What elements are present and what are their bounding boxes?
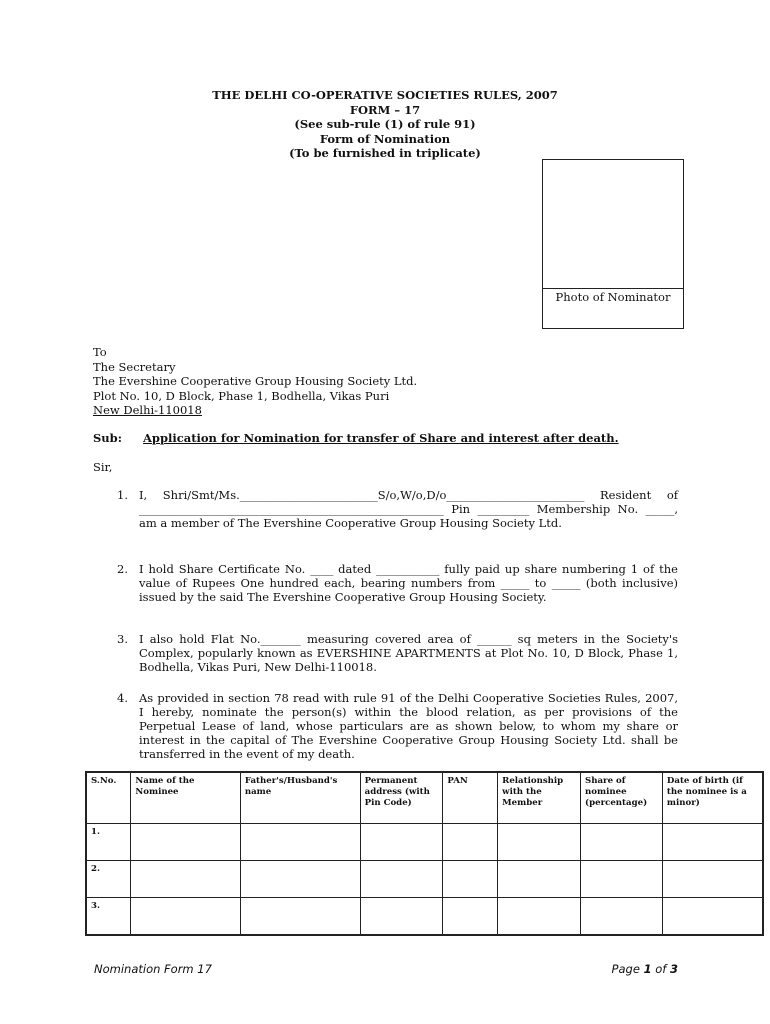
page-of: of (655, 962, 667, 976)
nominee-name-cell[interactable] (131, 861, 240, 898)
header-permanent-address: Permanent address (with Pin Code) (360, 772, 443, 824)
subject-text: Application for Nomination for transfer of Share and interest after death. (143, 431, 619, 445)
paragraph-text: I hold Share Certificate No. ____ dated ___________ fully paid up share numbering 1 of the value of Rupees One hundred each, bearing numbers from _____ to _____ (both inclusive) issued by the said The Evershine Cooperative Group Housing Society. (139, 562, 678, 604)
table-header-row (86, 772, 763, 824)
address-cell[interactable] (360, 898, 443, 936)
salutation: Sir, (93, 460, 113, 474)
share-cell[interactable] (581, 898, 663, 936)
share-cell[interactable] (581, 861, 663, 898)
paragraph-2[interactable] (117, 562, 678, 604)
header-date-of-birth: Date of birth (if the nominee is a minor) (662, 772, 763, 824)
page-total: 3 (669, 962, 678, 976)
footer-page-number (612, 962, 678, 976)
paragraph-3[interactable] (117, 632, 678, 674)
subject-label: Sub: (93, 431, 122, 445)
paragraph-4 (117, 691, 678, 761)
header-father-husband-name: Father's/Husband's name (240, 772, 360, 824)
dob-cell[interactable] (662, 861, 763, 898)
relationship-cell[interactable] (498, 824, 581, 861)
photo-caption: Photo of Nominator (555, 290, 671, 304)
paragraph-text: I, Shri/Smt/Ms.________________________S/o,W/o,D/o________________________ Resident of _____________________________________________________ Pin _________ Membership No. _____, am a member of The Evershine Cooperative Group Housing Society Ltd. (139, 488, 678, 530)
table-row (86, 824, 763, 861)
father-husband-name-cell[interactable] (240, 898, 360, 936)
pan-cell[interactable] (443, 824, 498, 861)
address-line-4: New Delhi-110018 (93, 403, 202, 417)
photo-box[interactable] (542, 159, 684, 329)
father-husband-name-cell[interactable] (240, 824, 360, 861)
header-form-number: FORM – 17 (349, 102, 421, 117)
row-number: 3. (86, 898, 131, 936)
footer-form-name: Nomination Form 17 (94, 962, 212, 976)
address-cell[interactable] (360, 861, 443, 898)
page-current: 1 (643, 962, 652, 976)
table-row (86, 898, 763, 936)
relationship-cell[interactable] (498, 861, 581, 898)
relationship-cell[interactable] (498, 898, 581, 936)
paragraph-1[interactable] (117, 488, 678, 530)
header-sno: S.No. (86, 772, 131, 824)
address-cell[interactable] (360, 824, 443, 861)
header-title: THE DELHI CO-OPERATIVE SOCIETIES RULES, 2007 (212, 88, 558, 102)
header-instruction: (To be furnished in triplicate) (289, 146, 481, 160)
header-share: Share of nominee (percentage) (581, 772, 663, 824)
header-relationship: Relationship with the Member (498, 772, 581, 824)
row-number: 2. (86, 861, 131, 898)
header-nominee-name: Name of the Nominee (131, 772, 240, 824)
paragraph-number: 3. (117, 632, 128, 646)
paragraph-number: 4. (117, 691, 128, 705)
nominee-name-cell[interactable] (131, 824, 240, 861)
paragraph-text: I also hold Flat No._______ measuring covered area of ______ sq meters in the Society's Complex, popularly known as EVERSHINE APARTMENTS at Plot No. 10, D Block, Phase 1, Bodhella, Vikas Puri, New Delhi-110018. (139, 632, 678, 674)
address-to: To (93, 345, 107, 359)
nominee-table (85, 771, 764, 936)
pan-cell[interactable] (443, 898, 498, 936)
address-line-3: Plot No. 10, D Block, Phase 1, Bodhella, Vikas Puri (93, 388, 390, 403)
subject-line (93, 431, 619, 445)
address-line-2: The Evershine Cooperative Group Housing Society Ltd. (93, 374, 418, 388)
header-pan: PAN (443, 772, 498, 824)
father-husband-name-cell[interactable] (240, 861, 360, 898)
address-line-1: The Secretary (93, 359, 176, 374)
dob-cell[interactable] (662, 824, 763, 861)
header-form-name: Form of Nomination (319, 131, 451, 146)
table-row (86, 861, 763, 898)
paragraph-text: As provided in section 78 read with rule 91 of the Delhi Cooperative Societies Rules, 2007, I hereby, nominate the person(s) within the blood relation, as per provisions of the Perpetual Lease of land, whose particulars are as shown below, to whom my share or interest in the capital of The Evershine Cooperative Group Housing Society Ltd. shall be transferred in the event of my death. (139, 691, 678, 761)
paragraph-number: 1. (117, 488, 128, 502)
share-cell[interactable] (581, 824, 663, 861)
header-rule-reference: (See sub-rule (1) of rule 91) (294, 117, 476, 131)
page-prefix: Page (611, 962, 640, 976)
recipient-address (93, 345, 417, 418)
row-number: 1. (86, 824, 131, 861)
pan-cell[interactable] (443, 861, 498, 898)
form-header (0, 88, 770, 161)
nominee-name-cell[interactable] (131, 898, 240, 936)
dob-cell[interactable] (662, 898, 763, 936)
paragraph-number: 2. (117, 562, 128, 576)
